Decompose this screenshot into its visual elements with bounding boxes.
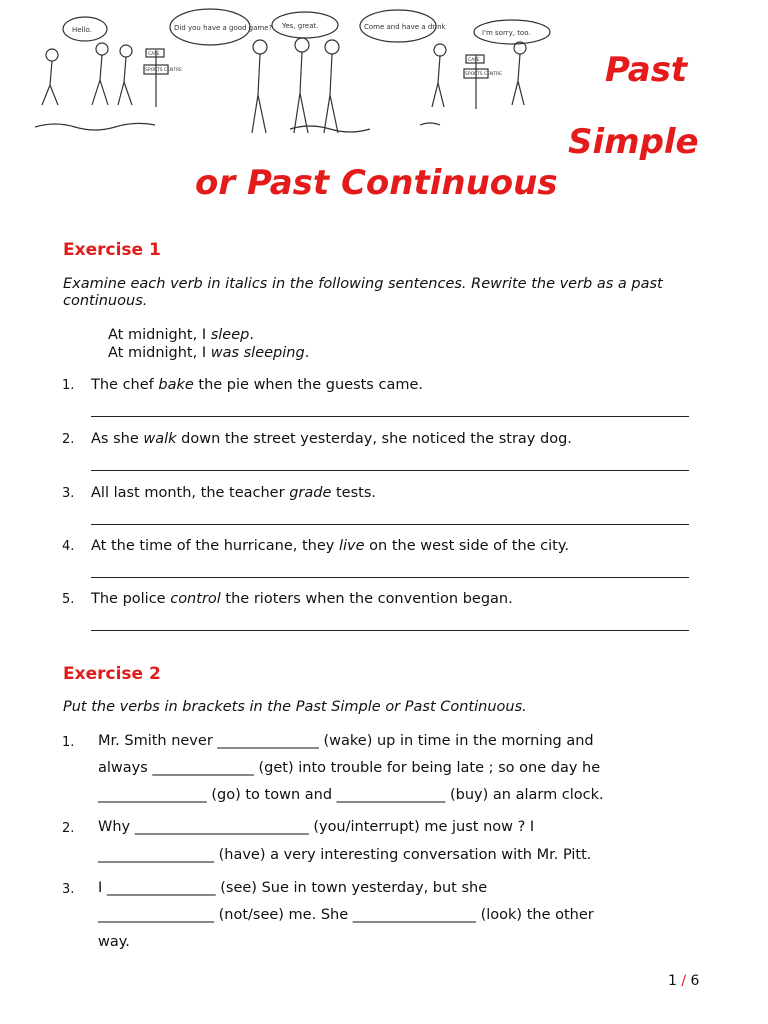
item-number: 5. [62, 592, 75, 607]
cartoon-illustration [20, 5, 560, 145]
sign-cafe-left: CAFE [148, 52, 160, 57]
exercise-2-item-1-line-1: Mr. Smith never ______________ (wake) up in time in the morning and [98, 733, 594, 749]
exercise-2-item-3-line-1: I _______________ (see) Sue in town yesterday, but she [98, 880, 488, 896]
exercise-2-item-1-line-2: always ______________ (get) into trouble for being late ; so one day he [98, 760, 601, 776]
exercise-1-heading: Exercise 1 [63, 240, 161, 260]
bubble-yes-great: Yes, great. [282, 22, 319, 30]
exercise-1-instruction: Examine each verb in italics in the following sentences. Rewrite the verb as a past continuous. [63, 276, 663, 309]
item-number: 2. [62, 821, 75, 836]
exercise-2-heading: Exercise 2 [63, 664, 161, 684]
exercise-2-item-3-line-3: way. [98, 934, 130, 950]
exercise-1-sentence-1: The chef bake the pie when the guests came. [91, 377, 423, 393]
bubble-hello: Hello. [72, 26, 92, 34]
item-number: 1. [62, 735, 75, 750]
sign-cafe-right: CAFE [468, 58, 480, 63]
item-number: 3. [62, 882, 75, 897]
title-line-2: Simple [568, 122, 699, 162]
item-number: 2. [62, 432, 75, 447]
answer-line-1[interactable] [91, 416, 689, 417]
exercise-1-sentence-2: As she walk down the street yesterday, she noticed the stray dog. [91, 431, 572, 447]
example-line-1: At midnight, I sleep. [108, 327, 254, 343]
example-line-2: At midnight, I was sleeping. [108, 345, 310, 361]
item-number: 4. [62, 539, 75, 554]
page-number: 1 / 6 [668, 973, 700, 989]
title-line-3: or Past Continuous [195, 163, 558, 203]
exercise-2-item-2-line-2: ________________ (have) a very interesting conversation with Mr. Pitt. [98, 847, 592, 863]
exercise-2-item-1-line-3: _______________ (go) to town and _______________ (buy) an alarm clock. [98, 787, 604, 803]
answer-line-4[interactable] [91, 577, 689, 578]
answer-line-5[interactable] [91, 630, 689, 631]
bubble-good-game: Did you have a good game? [174, 24, 273, 32]
sign-sports-left: SPORTS CENTRE [145, 68, 183, 73]
answer-line-2[interactable] [91, 470, 689, 471]
answer-line-3[interactable] [91, 524, 689, 525]
exercise-1-sentence-3: All last month, the teacher grade tests. [91, 485, 376, 501]
bubble-drink: Come and have a drink [364, 23, 446, 31]
exercise-2-item-3-line-2: ________________ (not/see) me. She _________________ (look) the other [98, 907, 594, 923]
exercise-1-sentence-5: The police control the rioters when the convention began. [91, 591, 513, 607]
sign-sports-right: SPORTS CENTRE [465, 72, 503, 77]
item-number: 1. [62, 378, 75, 393]
exercise-2-item-2-line-1: Why ________________________ (you/interrupt) me just now ? I [98, 819, 535, 835]
bubble-sorry: I'm sorry, too. [482, 29, 531, 37]
item-number: 3. [62, 486, 75, 501]
exercise-2-instruction: Put the verbs in brackets in the Past Simple or Past Continuous. [63, 699, 527, 715]
exercise-1-sentence-4: At the time of the hurricane, they live on the west side of the city. [91, 538, 569, 554]
title-line-1: Past [605, 50, 688, 90]
